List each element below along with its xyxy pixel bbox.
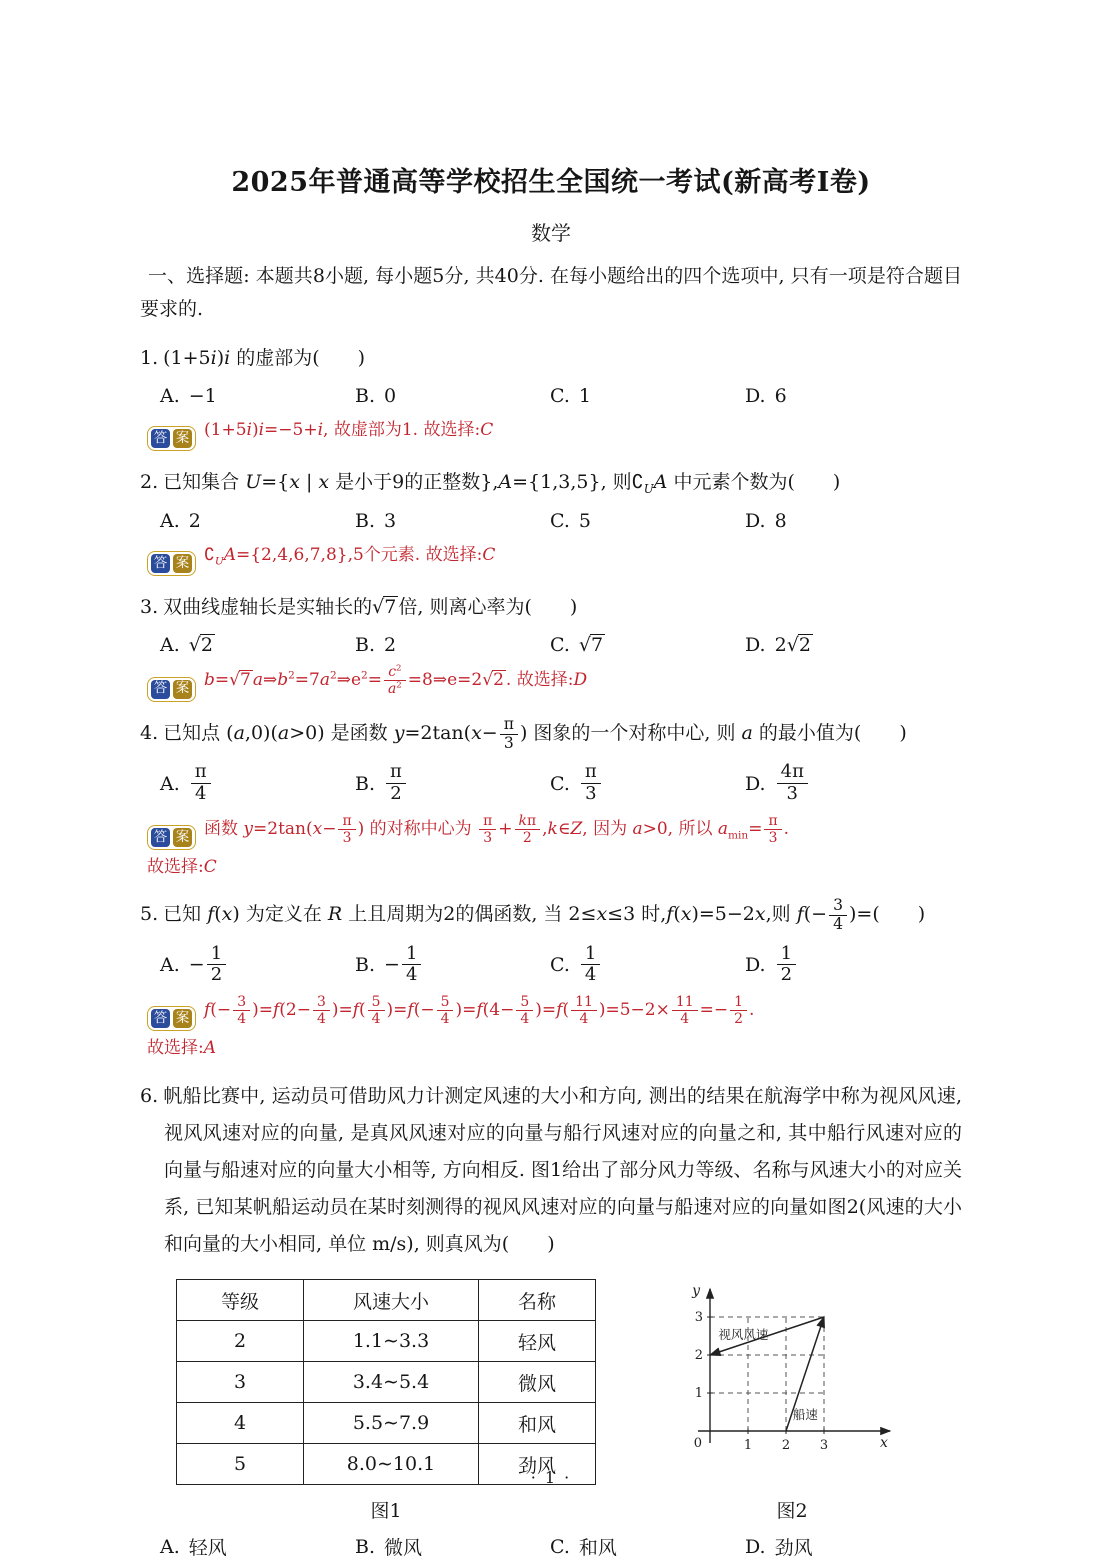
question-number: 3. [140, 596, 159, 619]
option-text: − $\frac{1}{4}$ [384, 944, 423, 987]
option-text: 0 [384, 384, 397, 407]
answer-block [147, 540, 962, 576]
option-a [160, 510, 355, 532]
option-text: √2 [188, 634, 213, 657]
option-text: 1 [578, 384, 591, 407]
question-text: 已知点 (a,0)(a>0) 是函数 y=2tan(x− $\frac{\pi}{3}$ ) 图象的一个对称中心, 则 a 的最小值为( ) [163, 714, 907, 752]
option-label: B. [355, 953, 376, 976]
option-c [550, 762, 745, 805]
question-stem [140, 465, 962, 500]
option-b [355, 762, 550, 805]
option-label: C. [550, 509, 570, 532]
option-b [355, 1533, 550, 1559]
options-row [140, 944, 962, 987]
option-label: A. [160, 1535, 180, 1558]
y-tick-label: 1 [694, 1386, 703, 1402]
answer-badge-left: 答 [151, 1009, 170, 1028]
x-tick-label: 2 [781, 1438, 791, 1454]
option-label: D. [745, 1535, 766, 1558]
option-text: 轻风 [188, 1537, 227, 1559]
questions-list [140, 341, 962, 1064]
answer-badge [147, 551, 196, 576]
option-label: B. [355, 634, 376, 657]
answer-block [147, 664, 962, 701]
page-title: 2025年普通高等学校招生全国统一考试(新高考I卷) [231, 167, 871, 198]
x-axis-label: x [880, 1435, 888, 1452]
question-number: 5. [140, 903, 159, 926]
question-text: 双曲线虚轴长是实轴长的√7 倍, 则离心率为( ) [163, 596, 578, 619]
options-row [140, 762, 962, 805]
question-number: 1. [140, 346, 159, 369]
option-text: 2√2 [774, 634, 811, 657]
answer-text: (1+5i)i=−5+i, 故虚部为1. 故选择:C [204, 419, 494, 440]
options-row [140, 634, 962, 656]
table-cell: 1.1∼3.3 [304, 1321, 479, 1362]
question [140, 590, 962, 701]
option-label: A. [160, 634, 180, 657]
option-text: 8 [774, 509, 787, 532]
option-text: 2 [384, 634, 397, 657]
option-label: C. [550, 953, 570, 976]
option-a [160, 634, 355, 656]
origin-label: 0 [693, 1436, 702, 1452]
option-label: D. [745, 384, 766, 407]
option-label: B. [355, 1535, 376, 1558]
section-intro: 一、选择题: 本题共8小题, 每小题5分, 共40分. 在每小题给出的四个选项中, 只有一项是符合题目要求的. [140, 265, 962, 321]
question [140, 897, 962, 1064]
answer-text: f(− $\frac{3}{4}$ )=f(2− $\frac{3}{4}$ )=f( $\frac{5}{4}$ )=f(− $\frac{5}{4}$ )=f(4− $\frac{5}{4}$ )=f( $\frac{11}{4}$ )=5−2× $\frac{11}{4}$ =− $\frac{1}{2}$ . [204, 994, 755, 1028]
option-label: A. [160, 509, 180, 532]
options-row [140, 510, 962, 532]
answer-text: b=√7 $a\Rightarrow b^2=7a^2\Rightarrow e^2=$ $\frac{c^2}{a^2}$ =8⇒e=2√2 . 故选择:D [204, 663, 588, 698]
option-label: C. [550, 1535, 570, 1558]
option-text: $\frac{\pi}{3}$ [579, 762, 603, 805]
answer-badge [147, 1006, 196, 1031]
option-label: C. [550, 384, 570, 407]
question-stem [140, 897, 962, 934]
table-cell: 5 [177, 1444, 304, 1485]
answer-badge [147, 426, 196, 451]
question-number: 6. [140, 1084, 159, 1107]
option-text: 5 [578, 509, 591, 532]
table-cell: 微风 [479, 1362, 596, 1403]
option-text: √7 [578, 634, 604, 657]
answer-block [147, 415, 962, 451]
question-text: 帆船比赛中, 运动员可借助风力计测定风速的大小和方向, 测出的结果在航海学中称为视风风速, 视风风速对应的向量, 是真风风速对应的向量与船行风速对应的向量之和, 其中船行风速对应的向量与船速对应的向量大小相等, 方向相反. 图1给出了部分风力等级、名称与风速大小的对应关系, 已知某帆船运动员在某时刻测得的视风风速对应的向量与船速对应的向量如图2(风速的大小和向量的大小相同, 单位 m/s), 则真风为( ) [163, 1084, 962, 1256]
question-stem [140, 1078, 962, 1263]
option-text: $\frac{1}{2}$ [775, 944, 798, 987]
answer-badge-right: 案 [173, 429, 192, 448]
option-a [160, 385, 355, 407]
option-b [355, 634, 550, 656]
option-text: 劲风 [774, 1537, 813, 1559]
question-text: 已知 f(x) 为定义在 R 上且周期为2的偶函数, 当 2≤x≤3 时,f(x)=5−2x,则 f(− $\frac{3}{4}$ )=( ) [163, 895, 926, 933]
answer-badge [147, 825, 196, 850]
question [140, 465, 962, 576]
wind-scale-table [176, 1279, 596, 1485]
table-cell: 4 [177, 1403, 304, 1444]
table-row [177, 1403, 596, 1444]
table-header-row [177, 1280, 596, 1321]
question-number: 4. [140, 722, 159, 745]
option-label: D. [745, 509, 766, 532]
subject-title: 数学 [531, 221, 571, 245]
option-c [550, 510, 745, 532]
table-row [177, 1321, 596, 1362]
question-number: 2. [140, 470, 159, 493]
table-caption: 图1 [370, 1500, 402, 1523]
answer-text: $∁_UA=\{2,4,6,7,8\},5$个元素. 故选择:C [204, 544, 496, 568]
option-label: A. [160, 953, 180, 976]
question-stem [140, 341, 962, 375]
option-text: −1 [188, 384, 217, 407]
answer-text-line2: 故选择:A [147, 1038, 217, 1059]
answer-badge [147, 677, 196, 702]
page-number: · 1 · [530, 1468, 572, 1487]
question-text: 已知集合 U={x | x 是小于9的正整数},A={1,3,5}, 则$∁_UA$ 中元素个数为( ) [163, 470, 841, 496]
vector-figure [684, 1279, 898, 1463]
option-label: D. [745, 634, 766, 657]
option-text: − $\frac{1}{2}$ [189, 944, 228, 987]
x-tick-label: 3 [819, 1438, 829, 1454]
option-b [355, 510, 550, 532]
option-a [160, 1533, 355, 1559]
vector-label: 视风风速 [718, 1327, 769, 1343]
option-c [550, 385, 745, 407]
vector-label: 船速 [792, 1407, 818, 1423]
option-text: 微风 [384, 1537, 423, 1559]
answer-badge-left: 答 [151, 554, 170, 573]
option-label: B. [355, 384, 376, 407]
option-a [160, 944, 355, 987]
option-b [355, 385, 550, 407]
question [140, 716, 962, 883]
table-header-cell: 等级 [177, 1280, 304, 1321]
option-c [550, 634, 745, 656]
option-label: B. [355, 772, 376, 795]
option-text: 2 [188, 509, 201, 532]
question-stem [140, 716, 962, 753]
option-text: $\frac{\pi}{4}$ [189, 762, 213, 805]
option-c [550, 1533, 745, 1559]
answer-block [147, 813, 962, 883]
option-label: B. [355, 509, 376, 532]
answer-text: 函数 y=2tan(x− $\frac{\pi}{3}$ ) 的对称中心为 $\frac{\pi}{3}$ + $\frac{k\pi}{2}$ ,k∈Z, 因为 a>0, 所以 $a_{min}=$ $\frac{\pi}{3}$ . [204, 812, 790, 846]
option-text: $\frac{4\pi}{3}$ [775, 762, 810, 805]
option-d [745, 510, 787, 532]
table-cell: 3.4∼5.4 [304, 1362, 479, 1403]
answer-block [147, 994, 962, 1064]
option-label: C. [550, 772, 570, 795]
answer-badge-left: 答 [151, 828, 170, 847]
table-cell: 5.5∼7.9 [304, 1403, 479, 1444]
table-header-cell: 名称 [479, 1280, 596, 1321]
y-tick-label: 2 [694, 1348, 703, 1364]
option-label: D. [745, 953, 766, 976]
option-text: $\frac{1}{4}$ [579, 944, 602, 987]
table-row [177, 1362, 596, 1403]
question-text: (1+5i)i 的虚部为( ) [163, 346, 366, 369]
table-header-cell: 风速大小 [304, 1280, 479, 1321]
option-b [355, 944, 550, 987]
option-text: $\frac{\pi}{2}$ [384, 762, 408, 805]
option-label: D. [745, 772, 766, 795]
table-cell: 8.0∼10.1 [304, 1444, 479, 1485]
option-text: 6 [774, 384, 787, 407]
answer-badge-right: 案 [173, 1009, 192, 1028]
option-d [745, 634, 813, 656]
table-cell: 劲风 [479, 1444, 596, 1485]
option-d [745, 944, 798, 987]
options-row [140, 1533, 962, 1559]
option-text: 和风 [578, 1537, 617, 1559]
option-label: A. [160, 384, 180, 407]
option-a [160, 762, 355, 805]
table-cell: 轻风 [479, 1321, 596, 1362]
x-tick-label: 1 [743, 1438, 753, 1454]
answer-badge-left: 答 [151, 429, 170, 448]
answer-badge-right: 案 [173, 680, 192, 699]
answer-badge-left: 答 [151, 680, 170, 699]
option-d [745, 385, 787, 407]
option-d [745, 762, 810, 805]
option-label: C. [550, 634, 570, 657]
answer-badge-right: 案 [173, 828, 192, 847]
option-d [745, 1533, 813, 1559]
option-label: A. [160, 772, 180, 795]
table-cell: 3 [177, 1362, 304, 1403]
option-text: 3 [384, 509, 397, 532]
y-tick-label: 3 [694, 1310, 703, 1326]
answer-text-line2: 故选择:C [147, 857, 217, 878]
figure-caption: 图2 [776, 1500, 808, 1523]
answer-badge-right: 案 [173, 554, 192, 573]
table-cell: 2 [177, 1321, 304, 1362]
options-row [140, 385, 962, 407]
question-stem [140, 590, 962, 624]
option-c [550, 944, 745, 987]
y-axis-label: y [692, 1283, 700, 1300]
question [140, 341, 962, 451]
table-cell: 和风 [479, 1403, 596, 1444]
